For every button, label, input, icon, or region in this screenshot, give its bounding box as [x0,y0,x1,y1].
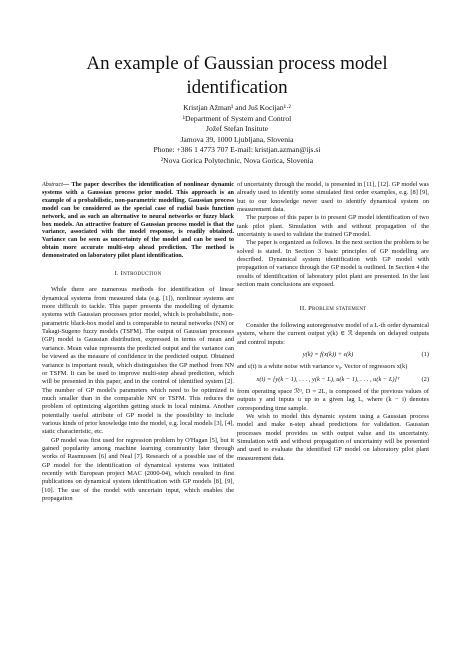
author-block [60,103,414,166]
abstract-lead: Abstract [42,181,63,188]
intro-paragraph-2: GP model was first used for regression problem by O'Hagan [5], but it gained popularity among machine learning community later through works of Rasmussen [6] and Neal [7]. Research of a possible use of the GP model for the identification of dynamical systems was initiated recently with European project MAC (2000-04), which resulted in first publications on dynamical system identification with GP models [8], [9], [10]. The use of the model with uncertain input, which enables the propagation [42,436,234,502]
problem-paragraph-3: from operating space ℛᴰ, D = 2L, is composed of the previous values of outputs y and inputs u up to a given lag L, where (k − i) denotes corresponding time sample. [237,387,429,412]
section-heading-problem: II. Problem statement [299,305,367,313]
affiliation-contact: Phone: +386 1 4773 707 E-mail: kristjan.azman@ijs.si [153,145,321,154]
right-column [237,181,429,463]
intro-paragraph-4: The purpose of this paper is to present GP model identification of two tank pilot plant. Simulation with and without propagation of the uncertainty is used to validate the trained GP model. [237,214,429,239]
equation-2 [237,376,429,384]
paper-title: An example of Gaussian process model identification [86,53,388,98]
equation-2-number: (2) [421,375,429,383]
affiliation-institute: Jožef Stefan Insitute [206,124,268,133]
equation-1-body: y(k) = f(x(k)) + ε(k) [302,350,354,358]
problem-paragraph-2: and ε(t) is a white noise with variance v₀. Vector of regressors x(k) [237,363,408,371]
affiliation-address: Jamova 39, 1000 Ljubljana, Slovenia [180,134,294,144]
equation-1-number: (1) [421,350,429,358]
problem-paragraph-4: We wish to model this dynamic system using a Gaussian process model and make n-step ahead predictions for validation. Gaussian processes model provides us with output value and its uncertainty. Simulation with and without propagation of uncertainty will be presented and used to evaluate the identified GP model on laboratory pilot plant measurement data. [237,412,429,462]
intro-paragraph-5: The paper is organized as follows. In the next section the problem to be solved is stated. In Section 3 basic principles of GP modelling are described. Dynamical system identification with GP model with propagation of variance through the GP model is outlined. In Section 4 the results of identification of laboratory pilot plant are presented. In the last section main conclusions are exposed. [237,239,429,289]
problem-paragraph-1: Consider the following autoregressive model of a L-th order dynamical system, where the current output y(k) ∈ ℛ depends on delayed outputs and control inputs: [237,321,429,346]
abstract [42,181,234,260]
affiliation-second: ²Nova Gorica Polytechnic, Nova Gorica, Slovenia [160,155,314,165]
section-heading-introduction: I. Introduction [114,270,162,278]
abstract-text: — The paper describes the identification of nonlinear dynamic systems with a Gaussian process prior model. This approach is an example of a probabilistic, non-parametric modelling. Gaussian process model can be considered as the special case of radial basis function network, and as such an alternative to neural networks or fuzzy black box models. An attractive feature of Gaussian process model is that the variance, associated with the model response, is readily obtained. Variance can be seen as uncertainty of the model and can be used to obtain more accurate multi-step ahead prediction. The method is demonstrated on laboratory pilot plant identification. [42,181,234,260]
author-names: Kristjan Ažman¹ and Juš Kocijan¹·² [183,103,291,112]
equation-1 [237,351,429,359]
left-column [42,181,234,503]
equation-2-body: x(t) = [y(k − 1), . . . , y(k − L), u(k − 1), . . . , u(k − L)]ᵀ [256,375,400,383]
intro-paragraph-3: of uncertainty through the model, is presented in [11], [12]. GP model was already used to identify some simulated first order examples, e.g. [8] [9], but to our knowledge never used to identify dynamical system on measurement data. [237,181,429,214]
affiliation-dept: ¹Department of System and Control [182,113,292,123]
intro-paragraph-1: While there are numerous methods for identification of linear dynamical systems from measured data (e.g. [1]), nonlinear systems are more difficult to tackle. This paper presents the modelling of dynamic systems with Gaussian processes prior model, which is probabilistic, non-parametric black-box model and is comparable to neural networks (NN) or Takagi-Sugeno fuzzy models (TSFM). The output of Gaussian processes (GP) model is Gaussian distribution, expressed in terms of mean and variance. Mean value represents the predicted output and the variance can be viewed as the measure of confidence in the predicted output. Obtained variance is important result, which distinguishes the GP method from NN or TSFM. It can be used to improve multi-step ahead prediction, which will be presented in this paper, and in the control of identified system [2]. The number of GP model's parameters which need to be optimized is much smaller than in the comparable NN or TSFM. This reduces the problem of optimizing algorithm getting stuck in local minima. Another potentially useful attribute of GP model is the possibility to include various kinds of prior knowledge into the model, e.g. local models [3], [4], static characteristic, etc. [42,286,234,436]
